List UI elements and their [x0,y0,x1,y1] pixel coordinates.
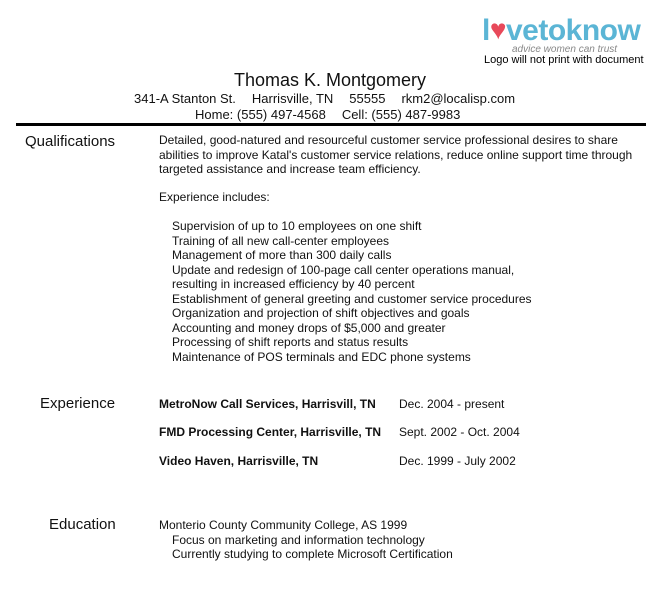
education-detail: Currently studying to complete Microsoft Certification [172,547,453,561]
home-phone: Home: (555) 497-4568 [195,107,326,122]
education-detail: Focus on marketing and information technology [172,532,425,547]
qualifications-list [172,219,532,364]
cell-phone: Cell: (555) 487-9983 [341,107,461,122]
experience-heading: Experience [40,395,116,412]
job-employer: MetroNow Call Services, Harrisvill, TN [159,397,376,411]
list-item: Management of more than 300 daily calls [172,248,392,262]
school-name: Monterio County Community College, AS 1999 [159,518,408,532]
address-line [134,91,531,106]
job-employer: FMD Processing Center, Harrisville, TN [159,425,382,439]
job-employer: Video Haven, Harrisville, TN [159,454,319,468]
qualifications-summary: Detailed, good-natured and resourceful customer service professional desires to share abilities to improve Katal's customer service relations, reduce online support time through targeted assistance and increase team efficiency. [159,133,633,176]
list-item: Supervision of up to 10 employees on one shift [172,219,422,233]
list-item: Establishment of general greeting and customer service procedures [172,291,532,306]
list-item: Update and redesign of 100-page call center operations manual, [172,262,515,277]
job-dates: Dec. 2004 - present [399,397,505,411]
phone-line [195,107,476,122]
list-item: Organization and projection of shift objectives and goals [172,306,470,320]
header-divider [16,123,646,126]
list-item: Maintenance of POS terminals and EDC phone systems [172,349,471,364]
list-item: resulting in increased efficiency by 40 percent [172,277,415,291]
street-address: 341-A Stanton St. [134,91,236,106]
list-item: Training of all new call-center employees [172,233,389,248]
city-state: Harrisville, TN [251,91,334,106]
list-item: Accounting and money drops of $5,000 and greater [172,320,446,335]
list-item: Processing of shift reports and status results [172,335,409,349]
heart-icon: ♥ [489,14,506,45]
lovetoknow-logo [480,14,650,66]
education-block [159,518,453,562]
email-address: rkm2@localisp.com [401,91,516,106]
zip-code: 55555 [349,91,386,106]
logo-wordmark: l♥vetoknow [482,14,641,47]
logo-print-note: Logo will not print with document [484,54,644,66]
candidate-name: Thomas K. Montgomery [233,70,427,90]
qualifications-heading: Qualifications [25,133,116,150]
job-dates: Sept. 2002 - Oct. 2004 [399,425,520,439]
logo-tagline: advice women can trust [512,44,618,55]
education-heading: Education [49,516,116,533]
job-dates: Dec. 1999 - July 2002 [399,454,516,468]
experience-includes-label: Experience includes: [159,190,270,204]
